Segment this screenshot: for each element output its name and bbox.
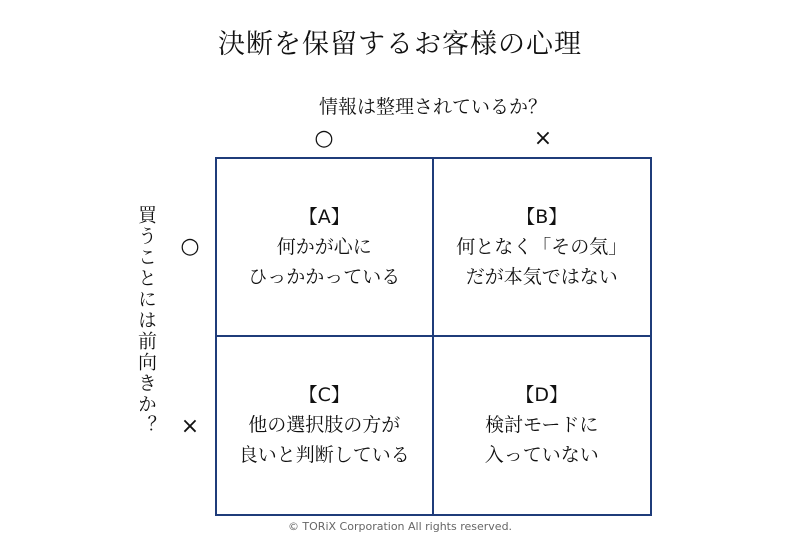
quadrant-c-tag: 【C】	[298, 384, 350, 407]
quadrant-c-line-1: 他の選択肢の方が	[248, 414, 401, 437]
col-mark-no: ×	[533, 126, 553, 151]
quadrant-c-line-2: 良いと判断している	[238, 444, 410, 467]
copyright-notice: © TORiX Corporation All rights reserved.	[287, 520, 513, 533]
quadrant-d-line-1: 検討モードに	[485, 414, 599, 437]
quadrant-a	[217, 159, 434, 337]
top-axis-label: 情報は整理されているか？	[318, 96, 547, 118]
quadrant-b	[434, 159, 651, 337]
quadrant-a-line-2: ひっかかっている	[248, 265, 401, 288]
col-mark-yes: ○	[314, 126, 334, 151]
quadrant-c	[217, 337, 434, 515]
quadrant-d-tag: 【D】	[515, 384, 569, 407]
quadrant-d-line-2: 入っていない	[484, 444, 599, 467]
quadrant-b-tag: 【B】	[516, 205, 568, 228]
row-mark-no: ×	[180, 414, 200, 439]
quadrant-a-line-1: 何かが心に	[276, 235, 372, 258]
row-mark-yes: ○	[180, 234, 200, 259]
left-axis-label: 買うことには前向きか？	[135, 205, 157, 436]
quadrant-b-line-1: 何となく「その気」	[456, 235, 628, 258]
quadrant-grid	[215, 157, 652, 516]
quadrant-b-line-2: だが本気ではない	[465, 265, 618, 288]
quadrant-d	[434, 337, 651, 515]
page-title: 決断を保留するお客様の心理	[218, 29, 582, 60]
quadrant-a-tag: 【A】	[298, 205, 350, 228]
